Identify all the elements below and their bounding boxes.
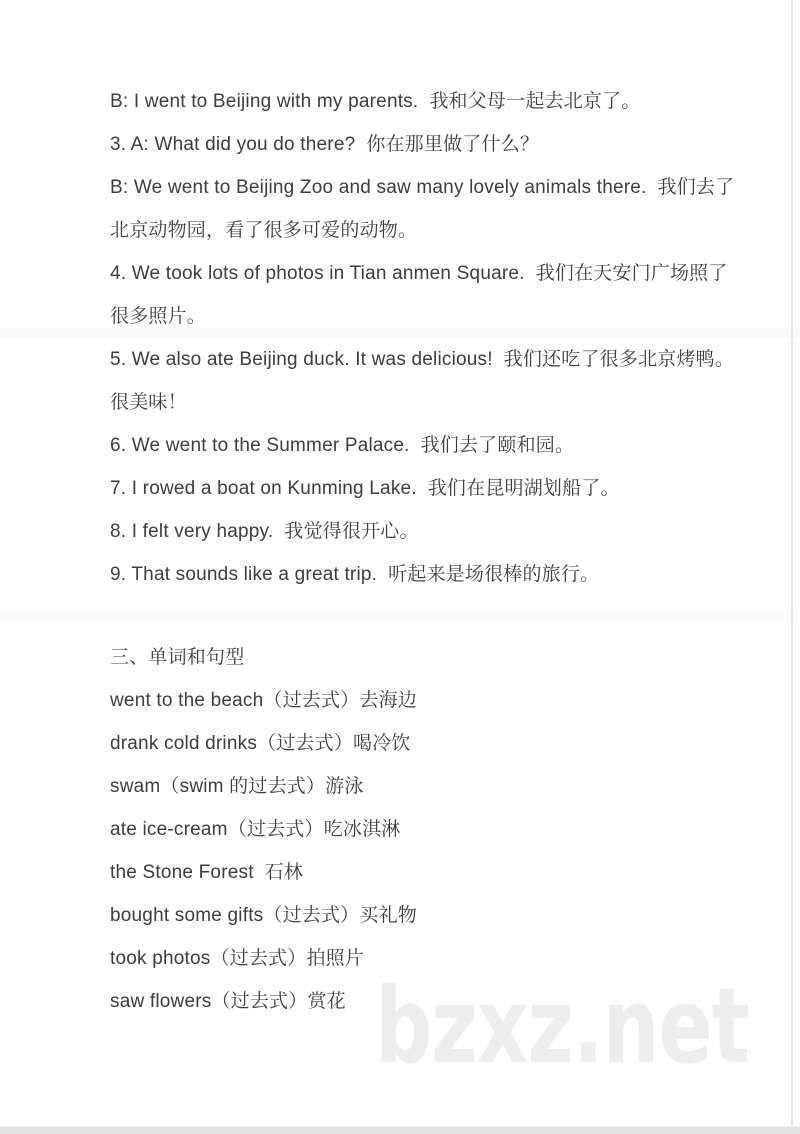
vocab-item: went to the beach（过去式）去海边: [110, 690, 417, 711]
dialogue-line: B: I went to Beijing with my parents. 我和父母一起去北京了。: [110, 91, 641, 112]
vocab-item: saw flowers（过去式）赏花: [110, 991, 346, 1012]
dialogue-line: B: We went to Beijing Zoo and saw many lovely animals there. 我们去了: [110, 177, 735, 198]
dialogue-line: 8. I felt very happy. 我觉得很开心。: [110, 521, 419, 542]
vocab-section-heading: 三、单词和句型: [110, 647, 245, 668]
vocab-item: drank cold drinks（过去式）喝冷饮: [110, 733, 411, 754]
vocab-item: the Stone Forest 石林: [110, 862, 304, 883]
dialogue-line: 7. I rowed a boat on Kunming Lake. 我们在昆明湖划船了。: [110, 478, 620, 499]
dialogue-line: 6. We went to the Summer Palace. 我们去了颐和园。: [110, 435, 575, 456]
dialogue-line: 很多照片。: [110, 306, 207, 327]
page-bottom-edge: [0, 1126, 800, 1134]
dialogue-line: 3. A: What did you do there? 你在那里做了什么？: [110, 134, 540, 155]
page-edge-line: [791, 0, 793, 1127]
vocab-item: took photos（过去式）拍照片: [110, 948, 365, 969]
dialogue-line: 4. We took lots of photos in Tian anmen Square. 我们在天安门广场照了: [110, 263, 728, 284]
dialogue-line: 5. We also ate Beijing duck. It was delicious! 我们还吃了很多北京烤鸭。: [110, 349, 735, 370]
document-content: [110, 80, 735, 1023]
dialogue-line: 很美味！: [110, 392, 187, 413]
dialogue-line: 9. That sounds like a great trip. 听起来是场很棒的旅行。: [110, 564, 600, 585]
vocab-item: bought some gifts（过去式）买礼物: [110, 905, 417, 926]
dialogue-line: 北京动物园，看了很多可爱的动物。: [110, 220, 418, 241]
vocab-item: swam（swim 的过去式）游泳: [110, 776, 364, 797]
watermark: bzxz.net: [375, 965, 749, 1087]
vocab-item: ate ice-cream（过去式）吃冰淇淋: [110, 819, 401, 840]
